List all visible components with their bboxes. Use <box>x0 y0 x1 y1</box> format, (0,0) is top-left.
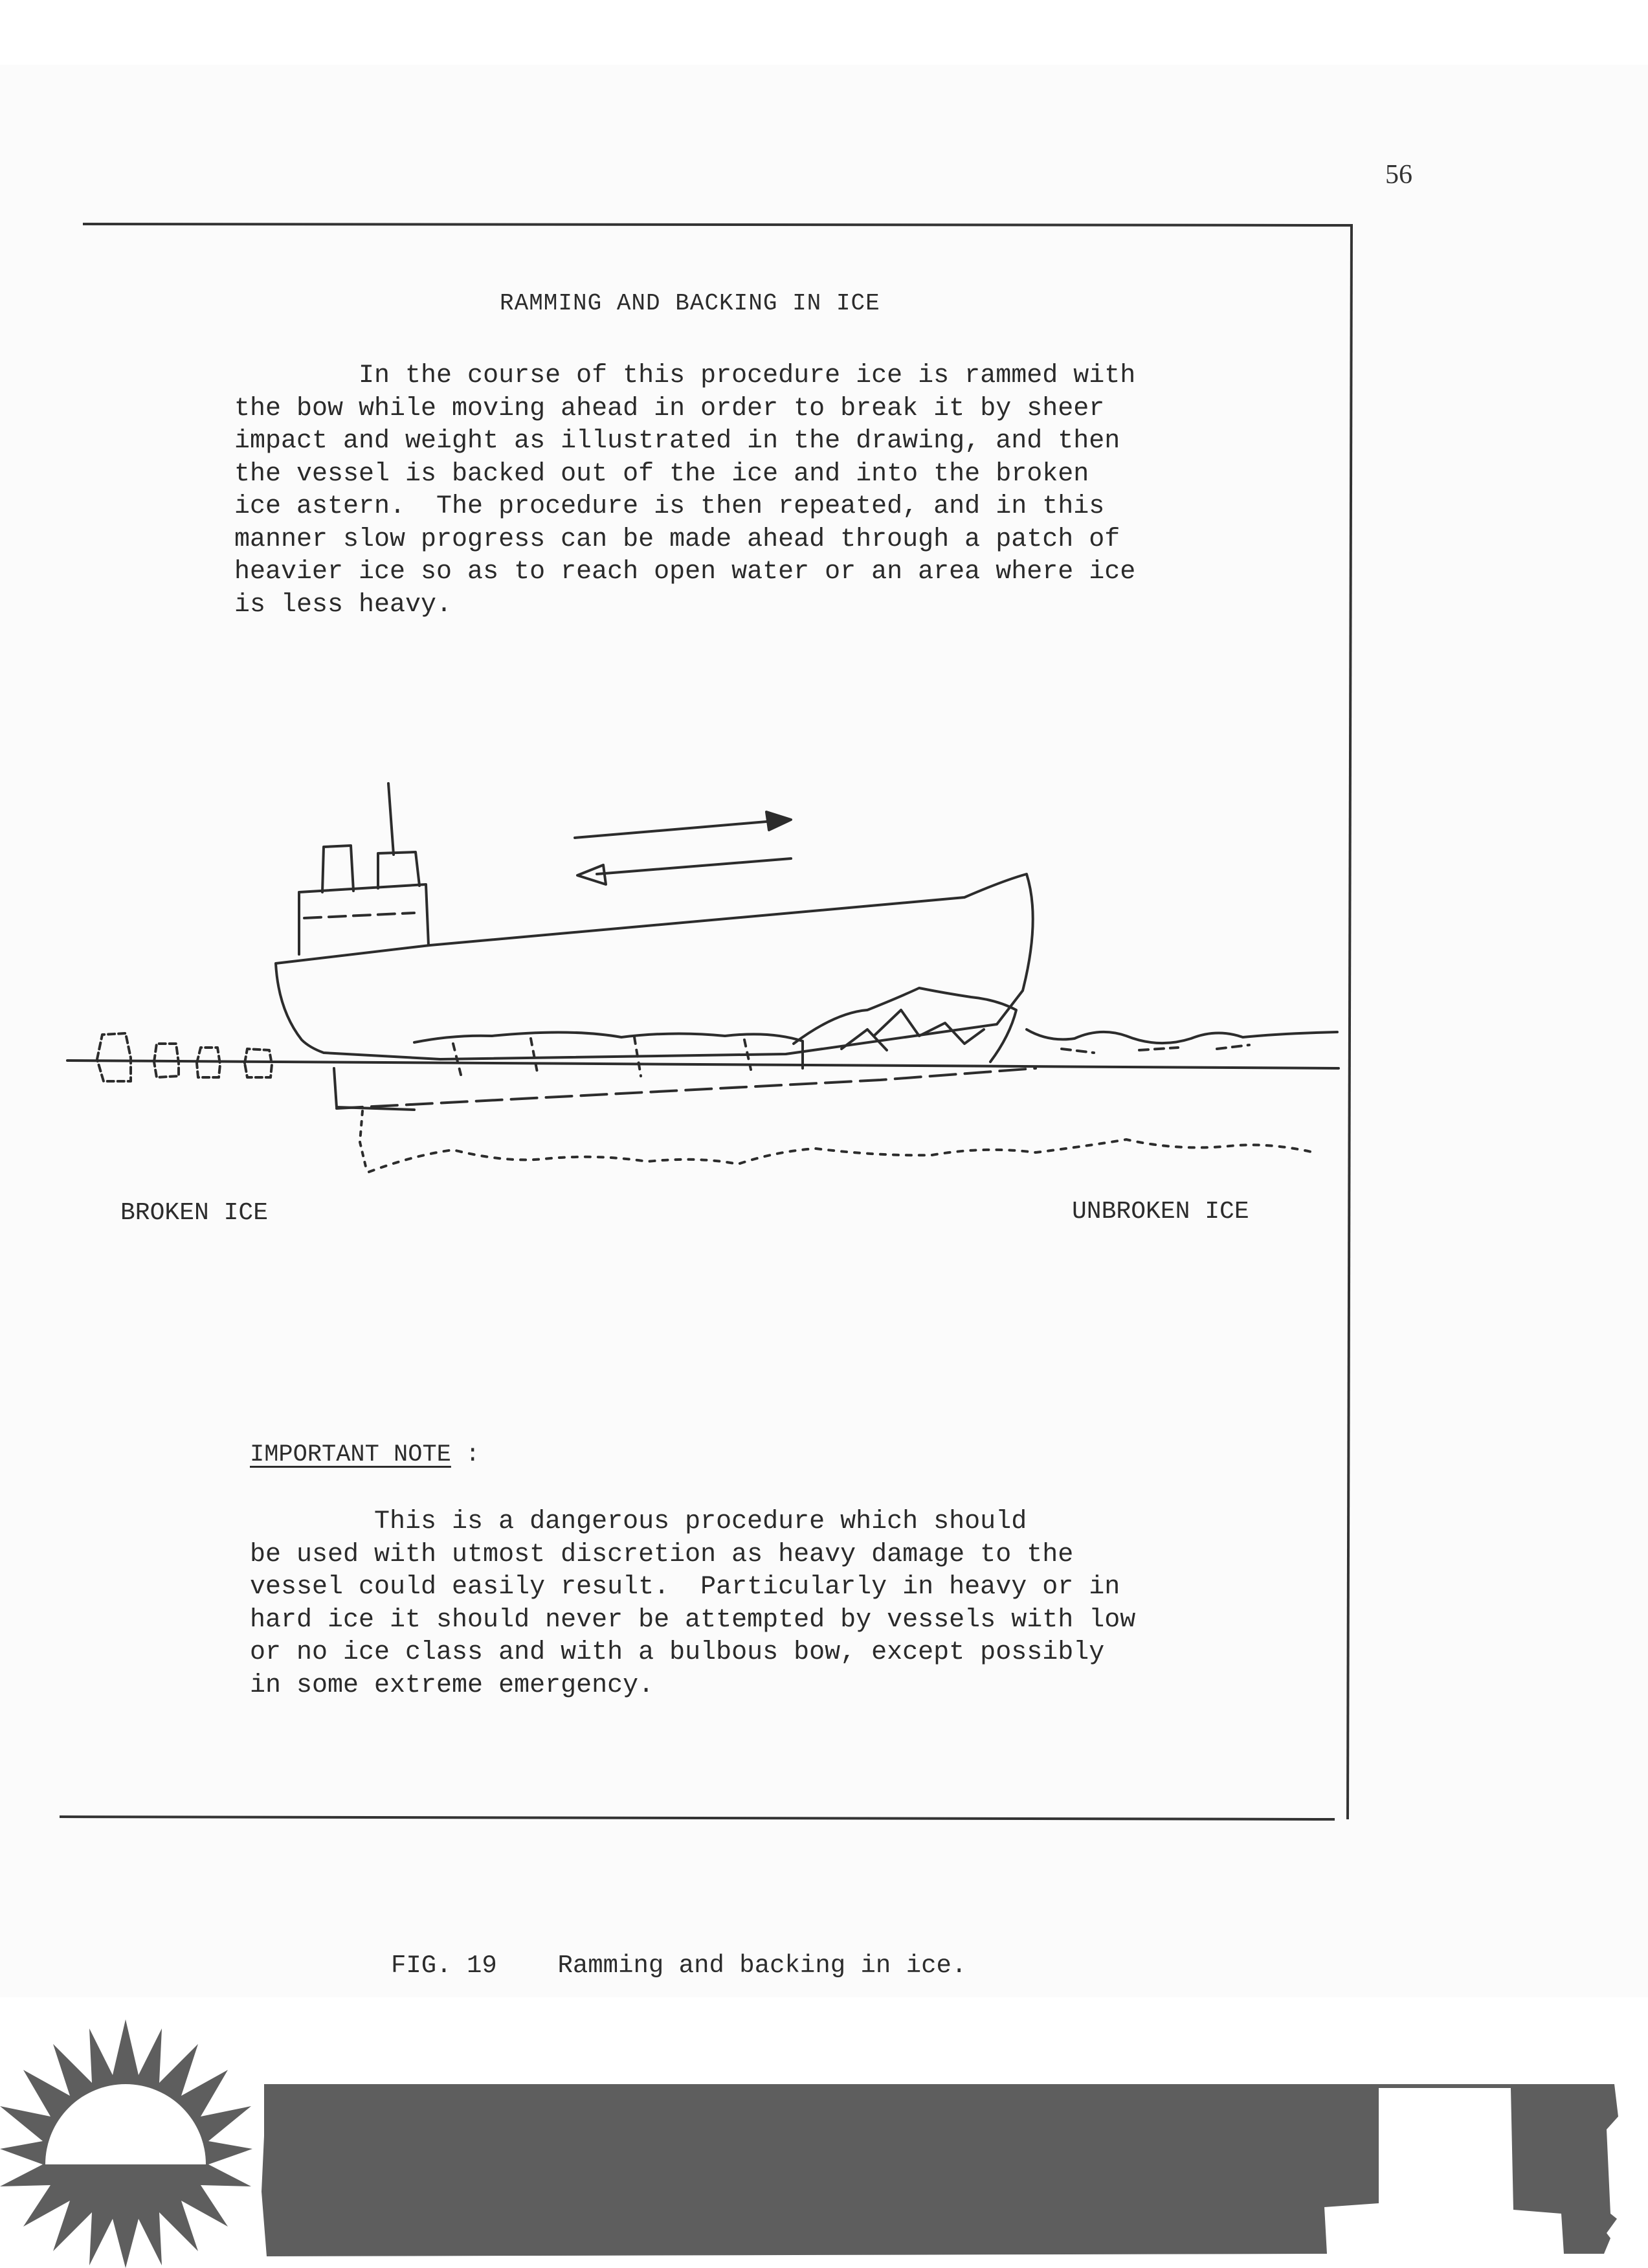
broken-ice-label: BROKEN ICE <box>120 1199 269 1227</box>
procedure-description <box>234 360 1135 622</box>
arrow-ahead-head <box>766 812 791 830</box>
unbroken-ice-surface <box>1027 1029 1337 1043</box>
ice-slab <box>334 1068 414 1110</box>
ice-floe <box>245 1049 272 1077</box>
text-line: vessel could easily result. Particularly in heavy or in <box>250 1573 1120 1602</box>
text-line: be used with utmost discretion as heavy damage to the <box>250 1540 1074 1569</box>
arrow-astern <box>597 859 791 874</box>
ice-keel-outline <box>360 1111 366 1169</box>
waterline <box>67 1061 1339 1068</box>
text-line: the vessel is backed out of the ice and into the broken <box>234 459 1089 489</box>
figure-number: FIG. 19 <box>391 1951 497 1980</box>
figure-caption-text: Ramming and backing in ice. <box>557 1951 967 1980</box>
ice-rubble <box>794 988 1016 1062</box>
text-line: the bow while moving ahead in order to break it by sheer <box>234 394 1105 423</box>
text-line: or no ice class and with a bulbous bow, except possibly <box>250 1638 1105 1667</box>
note-heading-text: IMPORTANT NOTE <box>250 1441 451 1468</box>
text-line: in some extreme emergency. <box>250 1670 654 1700</box>
text-line: This is a dangerous procedure which should <box>250 1507 1027 1536</box>
text-line: hard ice it should never be attempted by vessels with low <box>250 1605 1136 1635</box>
sun-logo-icon <box>0 2019 252 2268</box>
footer-band <box>262 2084 1618 2256</box>
text-line: In the course of this procedure ice is rammed with <box>234 361 1136 390</box>
important-note-text <box>250 1506 1135 1702</box>
unbroken-ice-label: UNBROKEN ICE <box>1072 1198 1249 1226</box>
arrow-ahead <box>575 821 774 838</box>
text-line: manner slow progress can be made ahead through a patch of <box>234 524 1120 554</box>
important-note-heading <box>250 1441 480 1468</box>
ship-hull <box>276 874 1033 1059</box>
text-line: is less heavy. <box>234 590 452 620</box>
text-line: ice astern. The procedure is then repeated, and in this <box>234 492 1105 521</box>
text-line: heavier ice so as to reach open water or an area where ice <box>234 557 1136 587</box>
mast <box>388 783 394 855</box>
superstructure <box>299 884 429 954</box>
text-line: impact and weight as illustrated in the drawing, and then <box>234 427 1120 456</box>
funnel-aft <box>322 846 353 892</box>
note-heading-colon: : <box>451 1441 480 1468</box>
ship-ramming-illustration <box>0 745 1648 1198</box>
funnel-fwd <box>378 852 419 888</box>
footer-banner <box>0 1997 1648 2268</box>
figure-caption <box>391 1951 966 1980</box>
page-number: 56 <box>1385 160 1412 190</box>
ice-floe <box>97 1033 131 1081</box>
figure-title: RAMMING AND BACKING IN ICE <box>500 290 880 317</box>
